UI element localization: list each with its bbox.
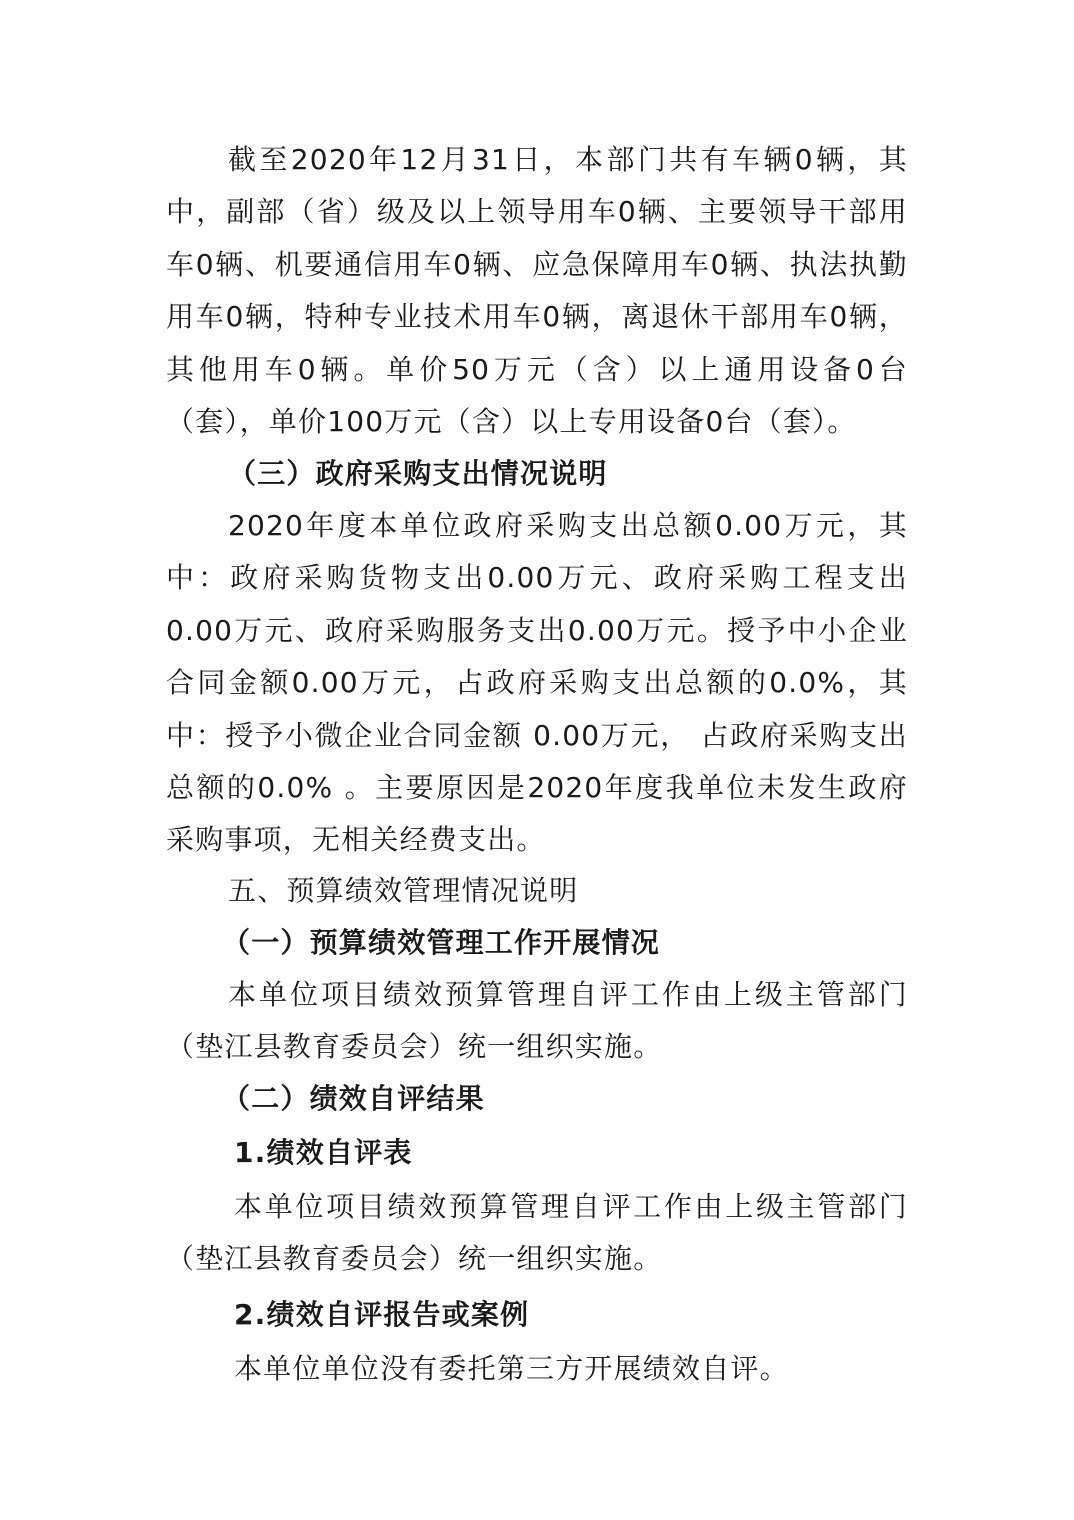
procurement-paragraph: 2020年度本单位政府采购支出总额0.00万元，其中：政府采购货物支出0.00万元、政府采购工程支出0.00万元、政府采购服务支出0.00万元。授予中小企业合同金额0.00万元，占政府采购支出总额的0.0%，其中：授予小微企业合同金额 0.00万元， 占政府采购支出总额的0.0% 。主要原因是2020年度我单位未发生政府采购事项，无相关经费支出。 (166, 509, 908, 857)
vehicles-paragraph: 截至2020年12月31日，本部门共有车辆0辆，其中，副部（省）级及以上领导用车0辆、主要领导干部用车0辆、机要通信用车0辆、应急保障用车0辆、执法执勤用车0辆，特种专业技术用车0辆，离退休干部用车0辆，其他用车0辆。单价50万元（含）以上通用设备0台（套），单价100万元（含）以上专用设备0台（套）。 (166, 143, 908, 439)
performance-work-paragraph: 本单位项目绩效预算管理自评工作由上级主管部门（垫江县教育委员会）统一组织实施。 (166, 978, 908, 1064)
procurement-heading: （三）政府采购支出情况说明 (228, 457, 608, 490)
self-evaluation-table-paragraph: 本单位项目绩效预算管理自评工作由上级主管部门（垫江县教育委员会）统一组织实施。 (166, 1190, 908, 1276)
self-evaluation-heading: （二）绩效自评结果 (222, 1082, 485, 1115)
self-evaluation-table-heading: 1.绩效自评表 (234, 1136, 413, 1169)
self-evaluation-report-heading: 2.绩效自评报告或案例 (234, 1298, 530, 1331)
self-evaluation-report-paragraph: 本单位单位没有委托第三方开展绩效自评。 (234, 1352, 789, 1385)
performance-work-heading: （一）预算绩效管理工作开展情况 (222, 926, 661, 959)
performance-section-heading: 五、预算绩效管理情况说明 (228, 874, 579, 907)
